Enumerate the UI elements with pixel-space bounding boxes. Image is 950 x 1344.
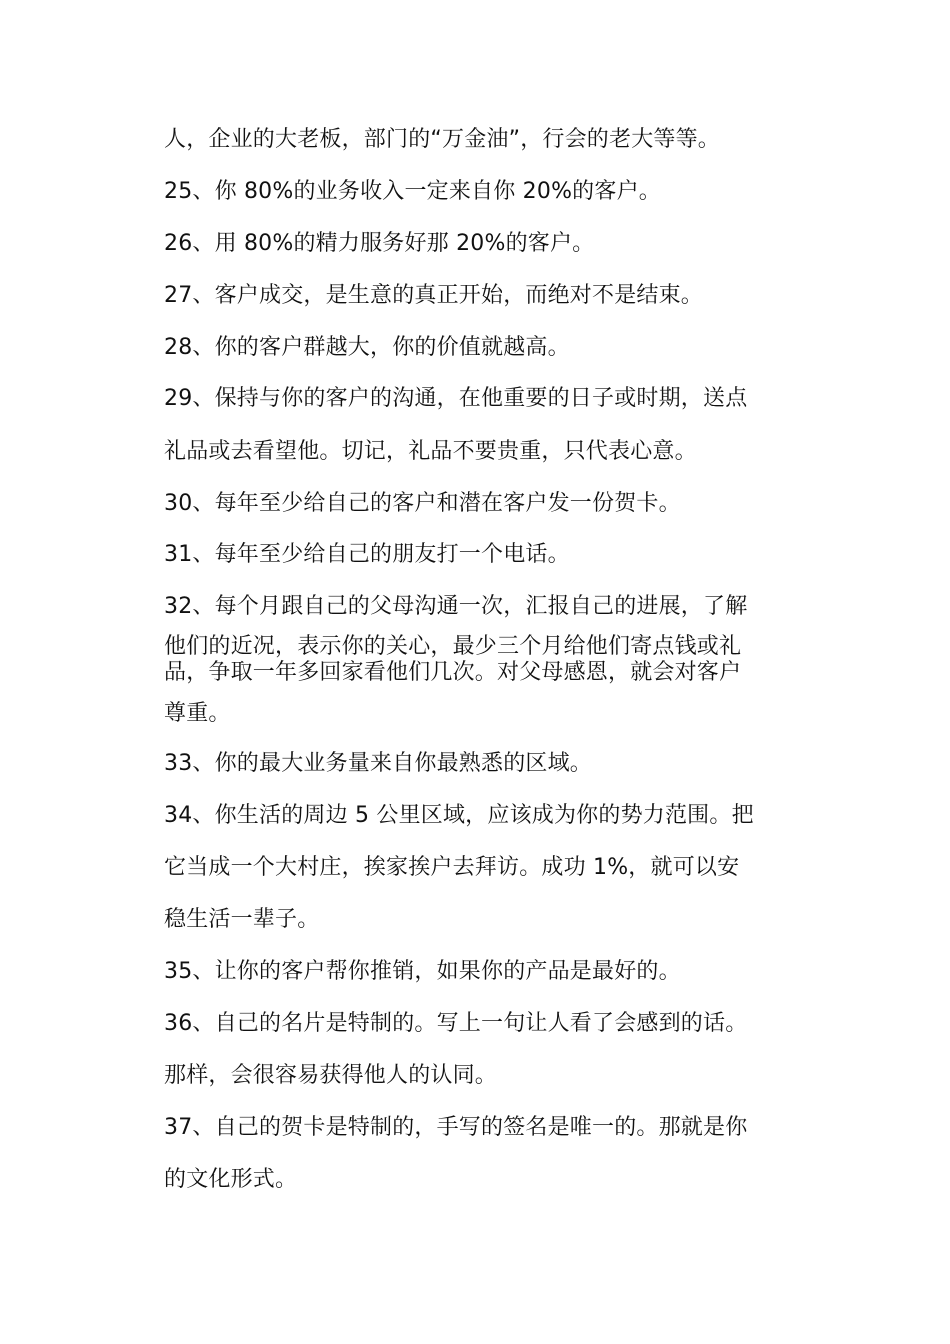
text-line: 稳生活一辈子。 (164, 907, 320, 932)
text-line: 的文化形式。 (164, 1167, 298, 1192)
text-line: 礼品或去看望他。切记，礼品不要贵重，只代表心意。 (164, 439, 697, 464)
text-line: 它当成一个大村庄，挨家挨户去拜访。成功 1%，就可以安 (164, 855, 740, 880)
text-line: 29、保持与你的客户的沟通，在他重要的日子或时期，送点 (164, 386, 748, 411)
text-line: 33、你的最大业务量来自你最熟悉的区域。 (164, 751, 592, 776)
text-line: 35、让你的客户帮你推销，如果你的产品是最好的。 (164, 959, 681, 984)
text-line: 26、用 80%的精力服务好那 20%的客户。 (164, 231, 595, 256)
text-line: 36、自己的名片是特制的。写上一句让人看了会感到的话。 (164, 1011, 748, 1036)
text-line: 28、你的客户群越大，你的价值就越高。 (164, 335, 570, 360)
text-line: 32、每个月跟自己的父母沟通一次，汇报自己的进展，了解 (164, 594, 748, 619)
text-line: 那样，会很容易获得他人的认同。 (164, 1063, 498, 1088)
text-line: 人，企业的大老板，部门的“万金油”，行会的老大等等。 (164, 127, 720, 152)
text-line: 尊重。 (164, 701, 231, 726)
text-line: 34、你生活的周边 5 公里区域，应该成为你的势力范围。把 (164, 803, 754, 828)
text-line: 27、客户成交，是生意的真正开始，而绝对不是结束。 (164, 283, 703, 308)
text-line: 他们的近况，表示你的关心，最少三个月给他们寄点钱或礼 (164, 634, 742, 659)
text-line: 25、你 80%的业务收入一定来自你 20%的客户。 (164, 179, 661, 204)
text-line: 品，争取一年多回家看他们几次。对父母感恩，就会对客户 (164, 660, 742, 685)
text-line: 31、每年至少给自己的朋友打一个电话。 (164, 542, 570, 567)
text-line: 37、自己的贺卡是特制的，手写的签名是唯一的。那就是你 (164, 1115, 748, 1140)
text-line: 30、每年至少给自己的客户和潜在客户发一份贺卡。 (164, 491, 681, 516)
